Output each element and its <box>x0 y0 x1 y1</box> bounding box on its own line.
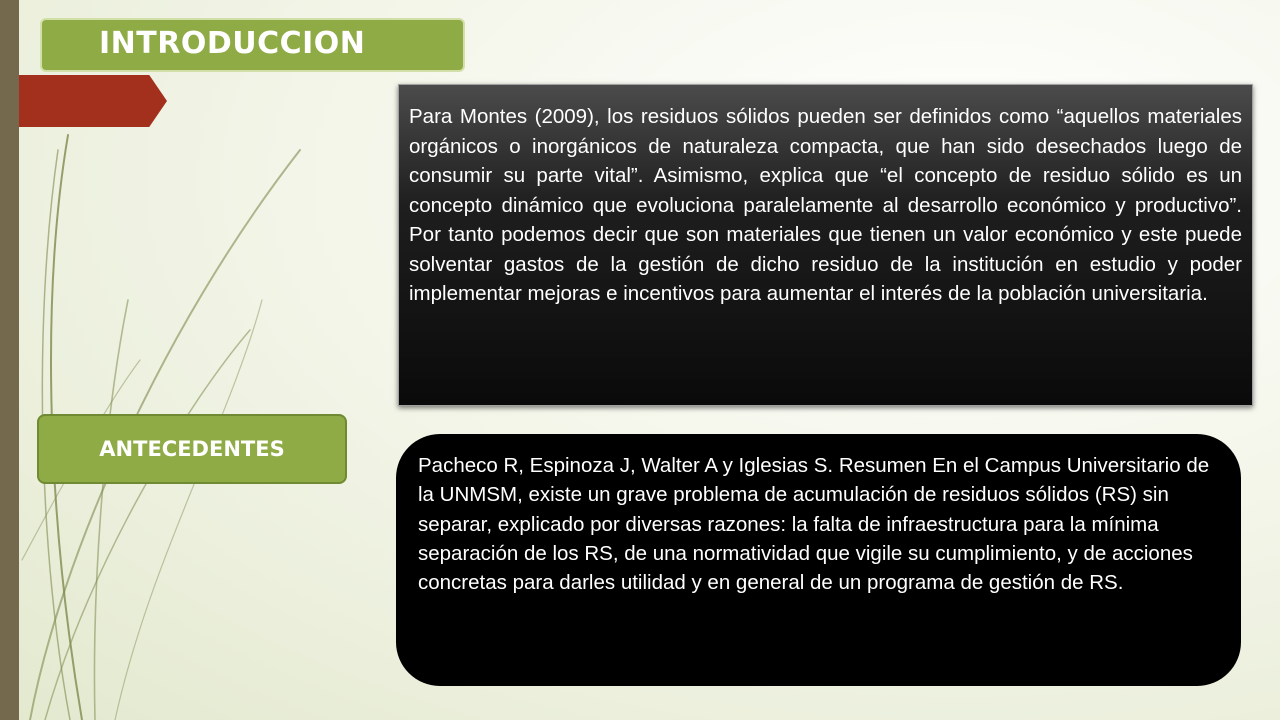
intro-text-box <box>398 84 1253 406</box>
antecedentes-text-box <box>396 434 1241 686</box>
antecedentes-label: ANTECEDENTES <box>37 414 347 484</box>
red-arrow-decoration <box>19 75 167 127</box>
slide-title: INTRODUCCION <box>40 18 465 72</box>
intro-paragraph: Para Montes (2009), los residuos sólidos pueden ser definidos como “aquellos materiales orgánicos o inorgánicos de naturaleza compacta, que han sido desechados luego de consumir su parte vital”. Asimismo, explica que “el concepto de residuo sólido es un concepto dinámico que evoluciona paralelamente al desarrollo económico y productivo”. Por tanto podemos decir que son materiales que tienen un valor económico y este puede solventar gastos de la gestión de dicho residuo de la institución en estudio y poder implementar mejoras e incentivos para aumentar el interés de la población universitaria. <box>409 105 1242 305</box>
antecedentes-paragraph: Pacheco R, Espinoza J, Walter A y Iglesias S. Resumen En el Campus Universitario de la UNMSM, existe un grave problema de acumulación de residuos sólidos (RS) sin separar, explicado por diversas razones: la falta de infraestructura para la mínima separación de los RS, de una normatividad que vigile su cumplimiento, y de acciones concretas para darles utilidad y en general de un programa de gestión de RS. <box>418 454 1210 595</box>
